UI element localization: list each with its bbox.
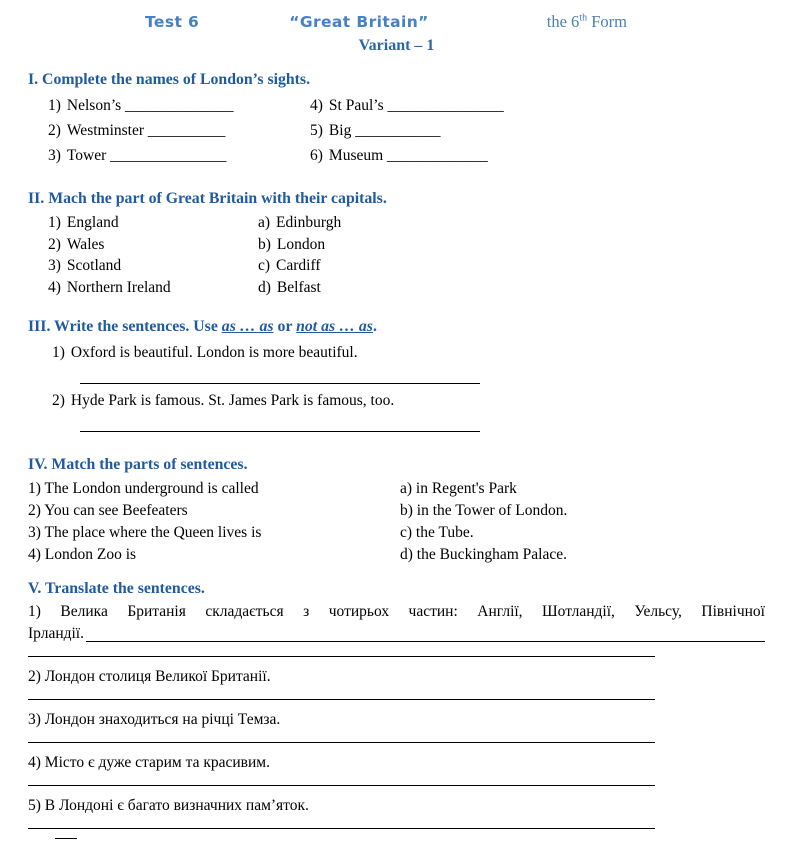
section-write-heading bbox=[28, 318, 765, 336]
item-number: 2) bbox=[48, 235, 61, 253]
answer-line-partial bbox=[55, 838, 77, 839]
answer-line bbox=[28, 817, 655, 829]
list-item bbox=[48, 234, 258, 256]
item-text: Oxford is beautiful. London is more beautiful. bbox=[70, 344, 358, 361]
match-left-text: 2) You can see Beefeaters bbox=[28, 502, 188, 519]
item-number: 2) bbox=[52, 392, 65, 409]
translate-item: 5) В Лондоні є багато визначних пам’яток. bbox=[28, 797, 309, 814]
answer-line bbox=[28, 645, 655, 657]
form-label bbox=[547, 12, 627, 32]
item-text: Northern Ireland bbox=[66, 278, 171, 296]
answer-line bbox=[28, 688, 655, 700]
section-match-heading: IV. Match the parts of sentences. bbox=[28, 456, 248, 473]
list-item bbox=[310, 118, 504, 143]
item-text: England bbox=[66, 214, 119, 231]
list-item bbox=[258, 277, 341, 299]
answer-line bbox=[80, 364, 480, 384]
match-row bbox=[28, 544, 765, 566]
item-number: 4) bbox=[48, 278, 61, 296]
item-letter: a) bbox=[258, 214, 271, 231]
doc-header-row bbox=[28, 12, 765, 32]
item-letter: b) bbox=[258, 235, 271, 253]
as-as-phrase: as … as bbox=[221, 318, 274, 335]
section-sights bbox=[28, 71, 765, 168]
match-left-text: 1) The London underground is called bbox=[28, 480, 259, 497]
item-number: 5) bbox=[310, 122, 323, 139]
list-item bbox=[258, 212, 341, 234]
item-letter: d) bbox=[258, 278, 271, 296]
answer-line bbox=[80, 412, 480, 432]
item-letter: c) bbox=[258, 257, 271, 274]
item-text: Cardiff bbox=[276, 257, 321, 274]
answer-line bbox=[86, 623, 765, 642]
section-write-sentences bbox=[28, 318, 765, 432]
item-text: Wales bbox=[66, 235, 105, 253]
translate-item: 2) Лондон столиця Великої Британії. bbox=[28, 668, 271, 685]
answer-line bbox=[28, 774, 655, 786]
match-right-text: b) in the Tower of London. bbox=[400, 502, 568, 519]
item-text: Edinburgh bbox=[276, 214, 342, 231]
item-text: Ірландії. bbox=[28, 625, 84, 642]
translate-item: 4) Місто є дуже старим та красивим. bbox=[28, 754, 270, 771]
item-text: Scotland bbox=[66, 257, 122, 274]
section-capitals bbox=[28, 190, 765, 298]
match-row bbox=[28, 478, 765, 500]
match-right-text: c) the Tube. bbox=[400, 524, 474, 541]
translate-item-1-line2 bbox=[28, 623, 765, 645]
form-ordinal-sup: th bbox=[579, 12, 588, 24]
capitals-list-right-column bbox=[258, 212, 341, 298]
section-translate-heading: V. Translate the sentences. bbox=[28, 580, 205, 597]
sentence-item bbox=[52, 342, 765, 364]
match-right-text: a) in Regent's Park bbox=[400, 480, 517, 497]
item-number: 1) bbox=[52, 344, 65, 361]
item-text: Tower _______________ bbox=[66, 147, 227, 164]
item-number: 6) bbox=[310, 147, 323, 164]
capitals-list bbox=[28, 212, 765, 298]
match-rows bbox=[28, 478, 765, 566]
section-capitals-heading: II. Mach the part of Great Britain with their capitals. bbox=[28, 190, 387, 207]
section-sights-heading: I. Complete the names of London’s sights. bbox=[28, 71, 311, 88]
list-item bbox=[258, 234, 341, 256]
item-number: 3) bbox=[48, 147, 61, 164]
list-item bbox=[48, 143, 310, 168]
item-text: Belfast bbox=[276, 278, 321, 296]
item-text: Nelson’s ______________ bbox=[66, 97, 234, 114]
translate-item-1-line1: 1) Велика Британія складається з чотирьох частин: Англії, Шотландії, Уельсу, Північної bbox=[28, 603, 765, 620]
item-number: 2) bbox=[48, 122, 61, 139]
match-row bbox=[28, 500, 765, 522]
doc-header bbox=[28, 12, 765, 55]
item-number: 4) bbox=[310, 97, 323, 114]
item-text: London bbox=[276, 235, 326, 253]
match-left-text: 3) The place where the Queen lives is bbox=[28, 524, 262, 541]
capitals-list-left-column bbox=[48, 212, 258, 298]
list-item bbox=[48, 118, 310, 143]
match-left-text: 4) London Zoo is bbox=[28, 546, 137, 563]
item-number: 1) bbox=[48, 214, 61, 231]
form-label-prefix: the 6 bbox=[546, 12, 580, 31]
answer-line bbox=[28, 731, 655, 743]
item-text: Museum _____________ bbox=[328, 147, 488, 164]
list-item bbox=[310, 93, 504, 118]
heading-text: III. Write the sentences. Use bbox=[28, 318, 222, 335]
heading-text: or bbox=[273, 318, 297, 335]
heading-text: . bbox=[372, 318, 377, 335]
doc-title: “Great Britain” bbox=[289, 13, 429, 31]
sights-list-right-column bbox=[310, 93, 504, 168]
not-as-as-phrase: not as … as bbox=[296, 318, 373, 335]
section-translate bbox=[28, 580, 765, 839]
item-text: St Paul’s _______________ bbox=[328, 97, 504, 114]
test-number-label: Test 6 bbox=[145, 13, 200, 31]
variant-label: Variant – 1 bbox=[358, 37, 435, 54]
match-right-text: d) the Buckingham Palace. bbox=[400, 546, 568, 563]
item-text: Hyde Park is famous. St. James Park is famous, too. bbox=[70, 392, 395, 409]
list-item bbox=[48, 277, 258, 299]
section-match bbox=[28, 456, 765, 566]
form-label-suffix: Form bbox=[587, 12, 627, 31]
translate-item: 3) Лондон знаходиться на річці Темза. bbox=[28, 711, 281, 728]
list-item bbox=[48, 255, 258, 277]
sights-list-left-column bbox=[48, 93, 310, 168]
list-item bbox=[48, 93, 310, 118]
list-item bbox=[310, 143, 504, 168]
item-number: 1) bbox=[48, 97, 61, 114]
list-item bbox=[48, 212, 258, 234]
list-item bbox=[258, 255, 341, 277]
sentence-item bbox=[52, 390, 765, 412]
match-row bbox=[28, 522, 765, 544]
sights-list bbox=[28, 93, 765, 168]
item-text: Westminster __________ bbox=[66, 122, 226, 139]
item-text: Big ___________ bbox=[328, 122, 441, 139]
item-number: 3) bbox=[48, 257, 61, 274]
